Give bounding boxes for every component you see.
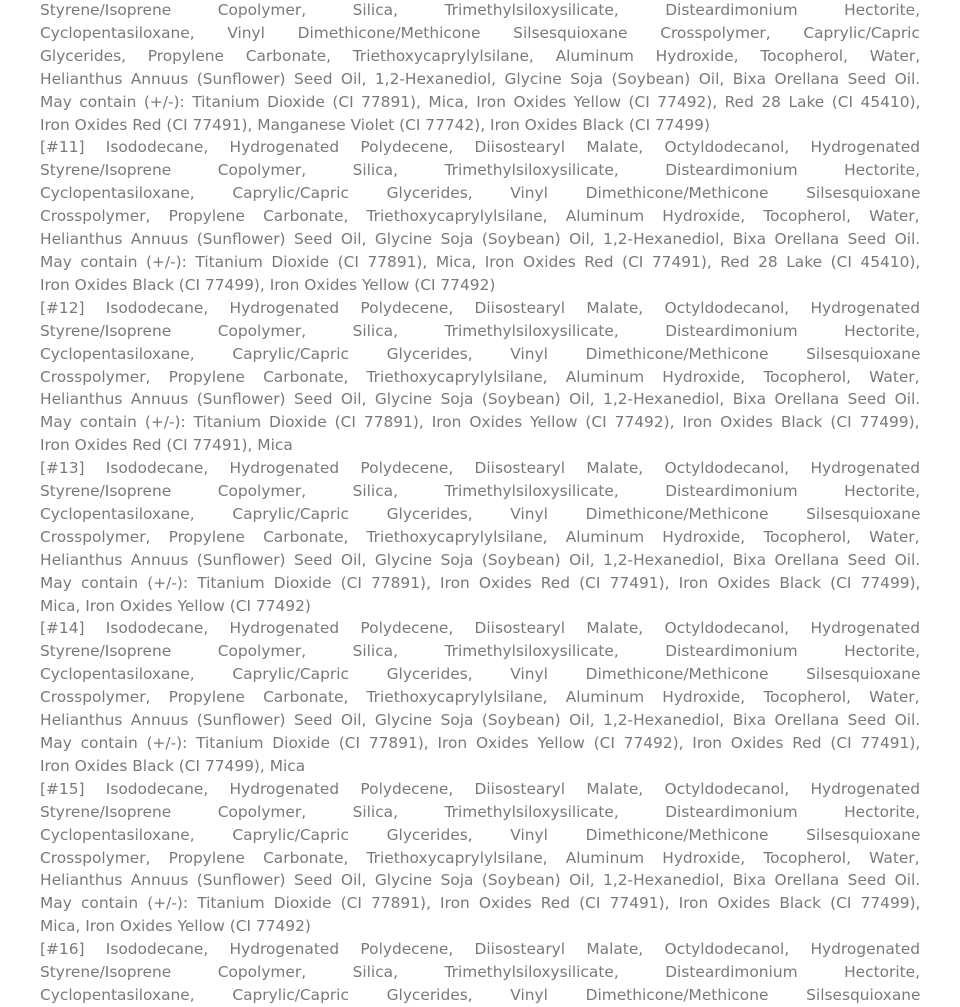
ingredient-line: May contain (+/-): Titanium Dioxide (CI 77891), Mica, Iron Oxides Yellow (CI 77492), Red 28 Lake (CI 45410), [40, 92, 921, 111]
ingredient-line: Mica, Iron Oxides Yellow (CI 77492) [40, 917, 311, 936]
ingredient-line: Helianthus Annuus (Sunflower) Seed Oil, Glycine Soja (Soybean) Oil, 1,2-Hexanediol, Bixa Orellana Seed Oil. [40, 871, 921, 890]
ingredient-line: May contain (+/-): Titanium Dioxide (CI 77891), Mica, Iron Oxides Red (CI 77491), Red 28 Lake (CI 45410), [40, 252, 921, 271]
ingredient-line: Helianthus Annuus (Sunflower) Seed Oil, Glycine Soja (Soybean) Oil, 1,2-Hexanediol, Bixa Orellana Seed Oil. [40, 711, 921, 730]
ingredient-block [40, 0, 920, 136]
ingredient-block [40, 617, 920, 777]
ingredient-line: [#14] Isododecane, Hydrogenated Polydecene, Diisostearyl Malate, Octyldodecanol, Hydrogenated [40, 619, 921, 638]
ingredient-line: Iron Oxides Black (CI 77499), Iron Oxides Yellow (CI 77492) [40, 275, 496, 294]
ingredient-line: [#15] Isododecane, Hydrogenated Polydecene, Diisostearyl Malate, Octyldodecanol, Hydrogenated [40, 779, 921, 798]
ingredient-line: Styrene/Isoprene Copolymer, Silica, Trimethylsiloxysilicate, Disteardimonium Hectorite, [40, 642, 921, 661]
ingredient-line: Iron Oxides Red (CI 77491), Mica [40, 436, 293, 455]
ingredient-block [40, 297, 920, 457]
ingredient-line: Styrene/Isoprene Copolymer, Silica, Trimethylsiloxysilicate, Disteardimonium Hectorite, [40, 482, 921, 501]
ingredient-line: Crosspolymer, Propylene Carbonate, Triethoxycaprylylsilane, Aluminum Hydroxide, Tocopherol, Water, [40, 688, 920, 707]
ingredient-line: Styrene/Isoprene Copolymer, Silica, Trimethylsiloxysilicate, Disteardimonium Hectorite, [40, 1, 921, 19]
ingredient-list [40, 0, 920, 1007]
ingredient-line: Helianthus Annuus (Sunflower) Seed Oil, Glycine Soja (Soybean) Oil, 1,2-Hexanediol, Bixa Orellana Seed Oil. [40, 390, 921, 409]
ingredient-line: Helianthus Annuus (Sunflower) Seed Oil, Glycine Soja (Soybean) Oil, 1,2-Hexanediol, Bixa Orellana Seed Oil. [40, 550, 921, 569]
ingredient-line: Crosspolymer, Propylene Carbonate, Triethoxycaprylylsilane, Aluminum Hydroxide, Tocopherol, Water, [40, 527, 920, 546]
ingredient-line: May contain (+/-): Titanium Dioxide (CI 77891), Iron Oxides Yellow (CI 77492), Iron Oxides Red (CI 77491), [40, 734, 921, 752]
ingredient-line: Iron Oxides Red (CI 77491), Manganese Violet (CI 77742), Iron Oxides Black (CI 77499) [40, 115, 710, 134]
ingredient-line: May contain (+/-): Titanium Dioxide (CI 77891), Iron Oxides Red (CI 77491), Iron Oxides Black (CI 77499), [40, 894, 921, 913]
ingredient-line: Glycerides, Propylene Carbonate, Triethoxycaprylylsilane, Aluminum Hydroxide, Tocopherol, Water, [40, 46, 921, 65]
ingredient-line: Cyclopentasiloxane, Caprylic/Capric Glycerides, Vinyl Dimethicone/Methicone Silsesquioxane [40, 665, 921, 684]
ingredient-line: Styrene/Isoprene Copolymer, Silica, Trimethylsiloxysilicate, Disteardimonium Hectorite, [40, 321, 921, 340]
ingredient-line: Styrene/Isoprene Copolymer, Silica, Trimethylsiloxysilicate, Disteardimonium Hectorite, [40, 161, 921, 180]
ingredient-line: May contain (+/-): Titanium Dioxide (CI 77891), Iron Oxides Red (CI 77491), Iron Oxides Black (CI 77499), [40, 573, 921, 592]
ingredient-line: Styrene/Isoprene Copolymer, Silica, Trimethylsiloxysilicate, Disteardimonium Hectorite, [40, 802, 921, 821]
ingredient-line: Cyclopentasiloxane, Caprylic/Capric Glycerides, Vinyl Dimethicone/Methicone Silsesquioxane [40, 504, 921, 523]
ingredient-line: [#11] Isododecane, Hydrogenated Polydecene, Diisostearyl Malate, Octyldodecanol, Hydrogenated [40, 138, 921, 157]
ingredient-block [40, 778, 920, 938]
ingredient-block [40, 938, 920, 1007]
ingredient-line: [#13] Isododecane, Hydrogenated Polydecene, Diisostearyl Malate, Octyldodecanol, Hydrogenated [40, 459, 921, 478]
ingredient-line: Helianthus Annuus (Sunflower) Seed Oil, 1,2-Hexanediol, Glycine Soja (Soybean) Oil, Bixa Orellana Seed Oil. [40, 69, 921, 88]
ingredient-line: Cyclopentasiloxane, Caprylic/Capric Glycerides, Vinyl Dimethicone/Methicone Silsesquioxane [40, 344, 921, 363]
ingredient-line: Helianthus Annuus (Sunflower) Seed Oil, Glycine Soja (Soybean) Oil, 1,2-Hexanediol, Bixa Orellana Seed Oil. [40, 230, 921, 249]
ingredient-line: Cyclopentasiloxane, Vinyl Dimethicone/Methicone Silsesquioxane Crosspolymer, Caprylic/Capric [40, 23, 920, 42]
ingredient-line: Cyclopentasiloxane, Caprylic/Capric Glycerides, Vinyl Dimethicone/Methicone Silsesquioxane [40, 985, 921, 1004]
ingredient-line: Crosspolymer, Propylene Carbonate, Triethoxycaprylylsilane, Aluminum Hydroxide, Tocopherol, Water, [40, 367, 920, 386]
ingredient-line: Crosspolymer, Propylene Carbonate, Triethoxycaprylylsilane, Aluminum Hydroxide, Tocopherol, Water, [40, 848, 920, 867]
ingredient-line: [#12] Isododecane, Hydrogenated Polydecene, Diisostearyl Malate, Octyldodecanol, Hydrogenated [40, 298, 921, 317]
ingredient-block [40, 136, 920, 296]
ingredient-line: Styrene/Isoprene Copolymer, Silica, Trimethylsiloxysilicate, Disteardimonium Hectorite, [40, 963, 921, 982]
ingredient-line: Mica, Iron Oxides Yellow (CI 77492) [40, 596, 311, 615]
ingredient-line: Iron Oxides Black (CI 77499), Mica [40, 756, 306, 775]
ingredient-line: May contain (+/-): Titanium Dioxide (CI 77891), Iron Oxides Yellow (CI 77492), Iron Oxides Black (CI 77499), [40, 413, 920, 432]
ingredient-line: Crosspolymer, Propylene Carbonate, Triethoxycaprylylsilane, Aluminum Hydroxide, Tocopherol, Water, [40, 207, 920, 226]
ingredient-line: [#16] Isododecane, Hydrogenated Polydecene, Diisostearyl Malate, Octyldodecanol, Hydrogenated [40, 940, 921, 959]
ingredient-block [40, 457, 920, 617]
ingredient-line: Cyclopentasiloxane, Caprylic/Capric Glycerides, Vinyl Dimethicone/Methicone Silsesquioxane [40, 825, 921, 844]
ingredient-line: Cyclopentasiloxane, Caprylic/Capric Glycerides, Vinyl Dimethicone/Methicone Silsesquioxane [40, 184, 921, 203]
